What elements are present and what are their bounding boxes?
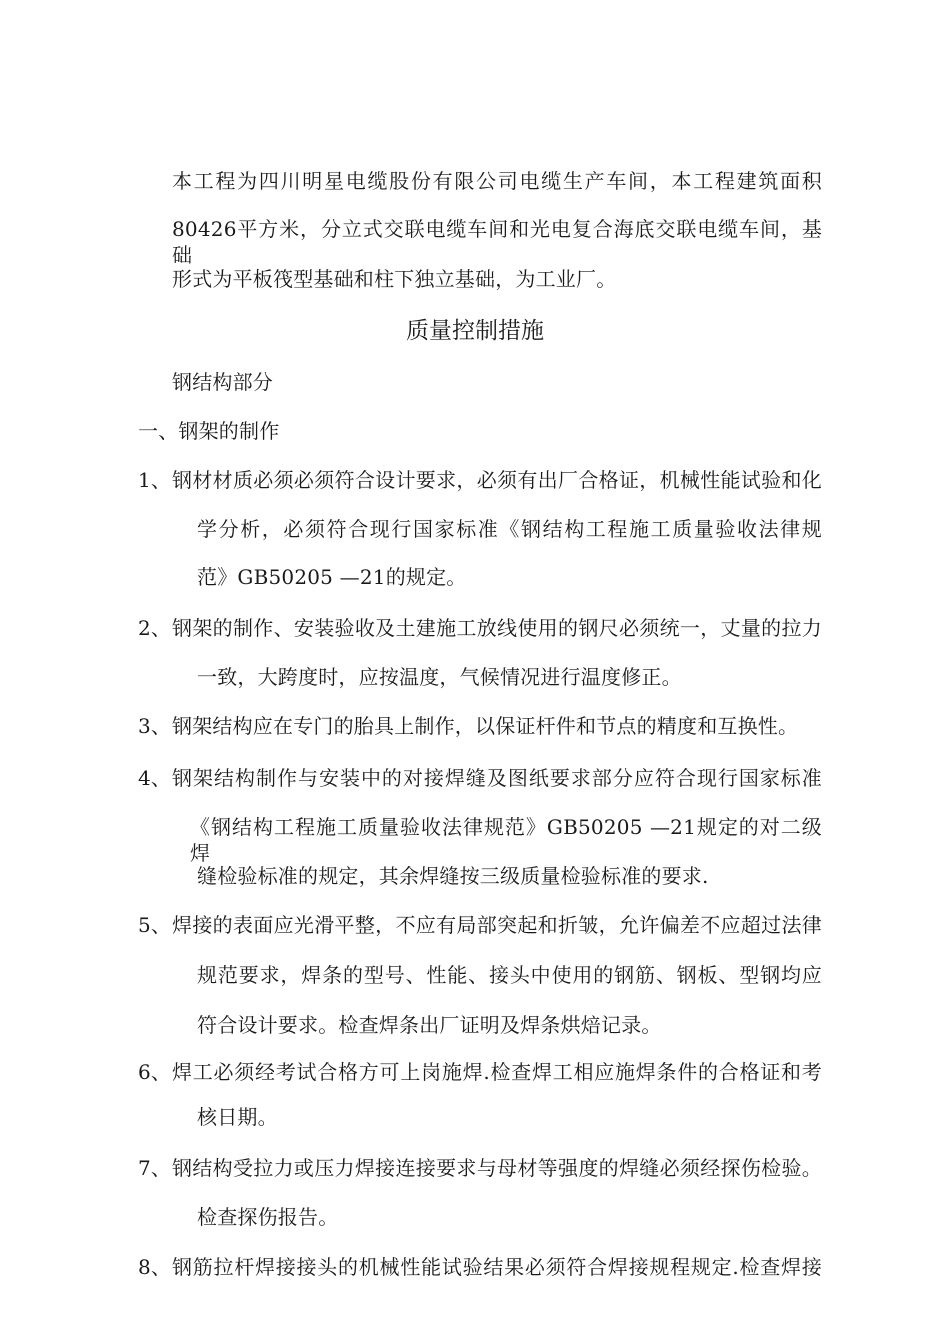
list-item-2-line-1: 钢架的制作、安装验收及土建施工放线使用的钢尺必须统一，丈量的拉力 — [172, 616, 822, 640]
list-item-number-5: 5、 — [138, 913, 172, 937]
list-item-number-1: 1、 — [138, 468, 172, 492]
list-item-5-line-3: 符合设计要求。检查焊条出厂证明及焊条烘焙记录。 — [197, 1013, 662, 1037]
list-item-8-line-1: 钢筋拉杆焊接接头的机械性能试验结果必须符合焊接规程规定.检查焊接 — [172, 1255, 822, 1279]
list-item-1-line-3: 范》GB50205 —21的规定。 — [197, 565, 467, 589]
list-item-4-line-2: 《钢结构工程施工质量验收法律规范》GB50205 —21规定的对二级焊 — [190, 815, 822, 865]
list-item-1-line-2: 学分析，必须符合现行国家标准《钢结构工程施工质量验收法律规 — [197, 517, 822, 541]
list-item-4-line-1: 钢架结构制作与安装中的对接焊缝及图纸要求部分应符合现行国家标准 — [172, 766, 822, 790]
list-item-5-line-2: 规范要求，焊条的型号、性能、接头中使用的钢筋、钢板、型钢均应 — [197, 963, 822, 987]
list-item-3-line-1: 钢架结构应在专门的胎具上制作，以保证杆件和节点的精度和互换性。 — [172, 714, 799, 738]
list-item-number-4: 4、 — [138, 766, 172, 790]
list-item-number-8: 8、 — [138, 1255, 172, 1279]
list-item-2-line-2: 一致，大跨度时，应按温度，气候情况进行温度修正。 — [197, 665, 682, 689]
intro-line-1: 本工程为四川明星电缆股份有限公司电缆生产车间，本工程建筑面积 — [172, 169, 822, 193]
list-item-4-line-3: 缝检验标准的规定，其余焊缝按三级质量检验标准的要求. — [197, 864, 709, 888]
intro-line-2: 80426平方米，分立式交联电缆车间和光电复合海底交联电缆车间，基础 — [172, 217, 822, 267]
list-item-7-line-2: 检查探伤报告。 — [197, 1205, 339, 1229]
list-item-6-line-2: 核日期。 — [197, 1105, 278, 1129]
list-item-number-3: 3、 — [138, 714, 172, 738]
list-item-6-line-1: 焊工必须经考试合格方可上岗施焊.检查焊工相应施焊条件的合格证和考 — [172, 1060, 822, 1084]
list-item-7-line-1: 钢结构受拉力或压力焊接连接要求与母材等强度的焊缝必须经探伤检验。 — [172, 1156, 822, 1180]
section-heading: 钢结构部分 — [172, 370, 273, 394]
list-item-number-2: 2、 — [138, 616, 172, 640]
list-item-5-line-1: 焊接的表面应光滑平整，不应有局部突起和折皱，允许偏差不应超过法律 — [172, 913, 822, 937]
intro-line-3: 形式为平板筏型基础和柱下独立基础，为工业厂。 — [172, 267, 617, 291]
subsection-heading: 一、钢架的制作 — [138, 419, 280, 443]
list-item-number-6: 6、 — [138, 1060, 172, 1084]
page-title: 质量控制措施 — [406, 318, 544, 344]
list-item-1-line-1: 钢材材质必须必须符合设计要求，必须有出厂合格证，机械性能试验和化 — [172, 468, 822, 492]
list-item-number-7: 7、 — [138, 1156, 172, 1180]
